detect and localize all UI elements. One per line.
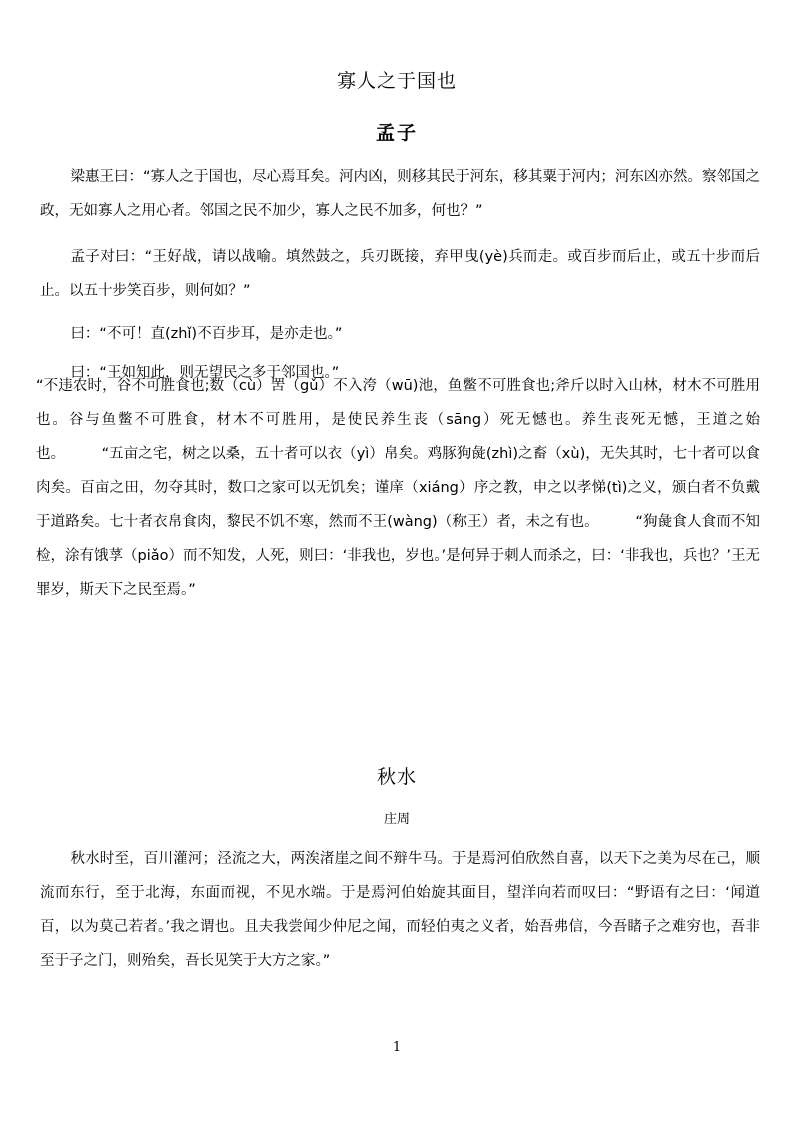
- paragraph: “不违农时，谷不可胜食也;数（cù）罟（gǔ）不入洿（wū)池，鱼鳖不可胜食也;斧斤以时入山林，材木不可胜用也。谷与鱼鳖不可胜食，材木不可胜用，是使民养生丧（sāng）死无憾也。养生丧死无憾，王道之始也。 “五亩之宅，树之以桑，五十者可以衣（yì）帛矣。鸡豚狗彘(zhì)之畜（xù)，无失其时，七十者可以食肉矣。百亩之田，勿夺其时，数口之家可以无饥矣；谨庠（xiáng）序之教，申之以孝悌(tì)之义，颁白者不负戴于道路矣。七十者衣帛食肉，黎民不饥不寒，然而不王(wàng)（称王）者，未之有也。 “狗彘食人食而不知检，涂有饿莩（piǎo）而不知发，人死，则曰：‘非我也，岁也。’是何异于刺人而杀之，曰：‘非我也，兵也？’王无罪岁，斯天下之民至焉。”: [36, 378, 760, 598]
- page-number: 1: [392, 1040, 402, 1055]
- paragraph: 曰：“不可！直(zhǐ)不百步耳，是亦走也。”: [70, 326, 343, 342]
- section-author: 孟子: [375, 122, 418, 144]
- paragraph: 梁惠王曰：“寡人之于国也，尽心焉耳矣。河内凶，则移其民于河东，移其粟于河内；河东凶亦然。察邻国之政，无如寡人之用心者。邻国之民不加少，寡人之民不加多，何也？”: [40, 169, 760, 219]
- section-title: 寡人之于国也: [336, 70, 457, 92]
- paragraph: 孟子对曰：“王好战，请以战喻。填然鼓之，兵刃既接，弃甲曳(yè)兵而走。或百步而后止，或五十步而后止。以五十步笑百步，则何如？”: [40, 249, 760, 299]
- section-author: 庄周: [383, 812, 410, 827]
- paragraph: 秋水时至，百川灌河；泾流之大，两涘渚崖之间不辩牛马。于是焉河伯欣然自喜，以天下之美为尽在己，顺流而东行，至于北海，东面而视，不见水端。于是焉河伯始旋其面目，望洋向若而叹曰：“野语有之曰：‘闻道百，以为莫己若者。’我之谓也。且夫我尝闻少仲尼之闻，而轻伯夷之义者，始吾弗信，今吾睹子之难穷也，吾非至于子之门，则殆矣，吾长见笑于大方之家。”: [40, 851, 760, 969]
- paragraph: 曰：“王如知此，则无望民之多于邻国也。”: [70, 365, 340, 381]
- section-title: 秋水: [376, 766, 417, 788]
